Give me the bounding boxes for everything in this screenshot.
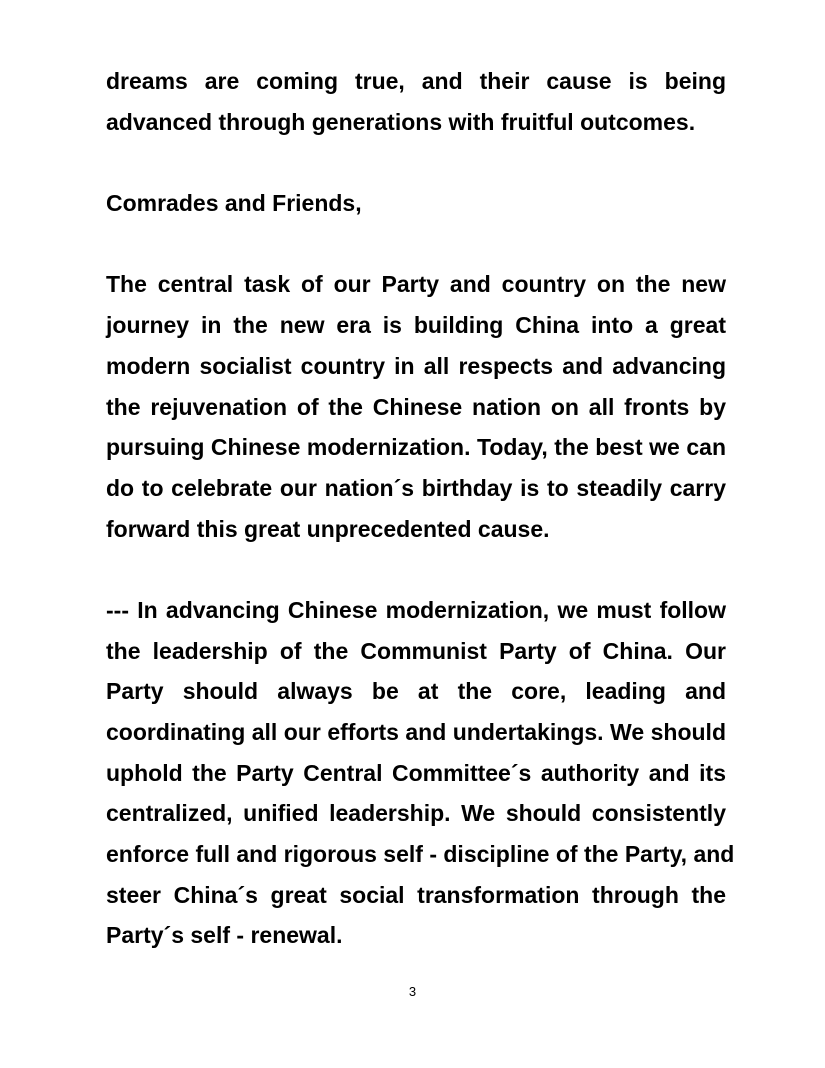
text-line: forward this great unprecedented cause. [106, 515, 550, 542]
text-line: journey in the new era is building China into a great [106, 312, 726, 339]
text-line: The central task of our Party and country on the new [106, 271, 726, 298]
text-line: advanced through generations with fruitful outcomes. [106, 108, 696, 135]
text-line: do to celebrate our nation´s birthday is to steadily carry [106, 474, 726, 501]
text-line: modern socialist country in all respects and advancing [106, 352, 726, 379]
paragraph-central-task [106, 264, 726, 549]
text-line: centralized, unified leadership. We should consistently [106, 800, 726, 827]
page-number: 3 [408, 984, 417, 999]
text-line: dreams are coming true, and their cause is being [106, 68, 726, 94]
text-line: uphold the Party Central Committee´s authority and its [106, 759, 726, 786]
paragraph-continued [106, 61, 726, 142]
document-page [106, 61, 735, 956]
text-line: Party should always be at the core, leading and [106, 678, 726, 705]
salutation: Comrades and Friends, [106, 190, 362, 217]
paragraph-leadership [106, 590, 735, 956]
text-line: the leadership of the Communist Party of China. Our [106, 637, 726, 664]
text-line: Party´s self - renewal. [106, 922, 343, 949]
text-line: coordinating all our efforts and undertakings. We should [106, 719, 726, 745]
text-line: enforce full and rigorous self - discipline of the Party, and [106, 841, 735, 868]
text-line: steer China´s great social transformation through the [106, 881, 726, 908]
text-line: pursuing Chinese modernization. Today, the best we can [106, 434, 726, 461]
text-line: the rejuvenation of the Chinese nation on all fronts by [106, 393, 726, 420]
text-line: --- In advancing Chinese modernization, we must follow [106, 596, 726, 623]
